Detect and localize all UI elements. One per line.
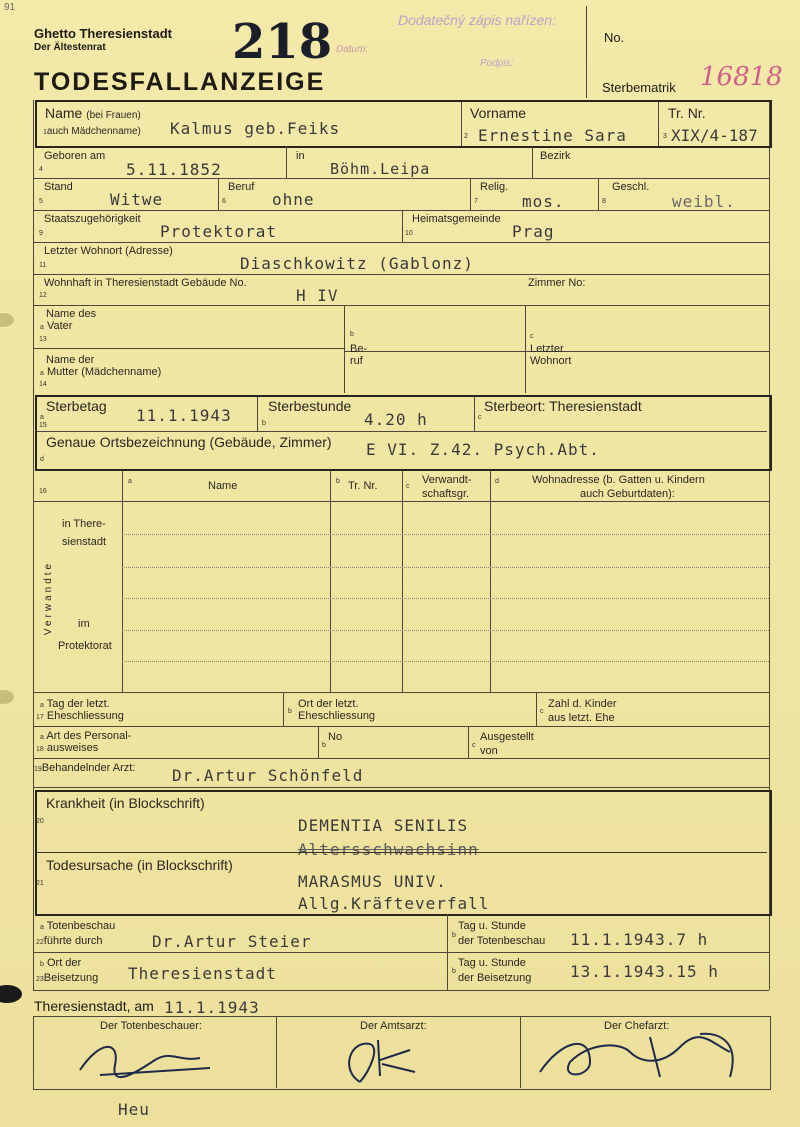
genaue-ort-value: E VI. Z.42. Psych.Abt.: [366, 440, 600, 459]
name-value: Kalmus geb.Feiks: [170, 119, 341, 138]
relatives-in-there-2: sienstadt: [62, 536, 107, 548]
ausweis-label-1: a Art des Personal-: [40, 730, 132, 742]
totenbeschauer-label: Der Totenbeschauer:: [100, 1020, 202, 1032]
no-label: No.: [604, 30, 625, 45]
arzt-label: 19Behandelnder Arzt:: [34, 762, 136, 774]
relatives-verw-col-1: Verwandt-: [422, 474, 472, 486]
staat-value: Protektorat: [160, 222, 277, 241]
vorname-label: Vorname: [470, 105, 527, 121]
sterbetag-value: 11.1.1943: [136, 406, 232, 425]
totenbeschau-value: Dr.Artur Steier: [152, 932, 312, 951]
relatives-wohn-col-2: auch Geburtdaten):: [580, 488, 675, 500]
corner-mark: 91: [4, 2, 16, 13]
kinder-label-2: aus letzt. Ehe: [548, 712, 615, 724]
geboren-in-label: in: [296, 150, 305, 162]
beruf-value: ohne: [272, 190, 315, 209]
beisetzung-ort-label-1: b Ort der: [40, 957, 82, 969]
name-label: Name (bei Frauen): [45, 105, 141, 121]
wohnort-label: Letzter Wohnort (Adresse): [44, 245, 173, 257]
sterbestunde-label: Sterbestunde: [268, 398, 352, 414]
name-sublabel: 1auch Mädchenname): [43, 126, 141, 137]
totenbeschau-tag-label-1: Tag u. Stunde: [458, 920, 526, 932]
place-label: Theresienstadt, am: [34, 998, 154, 1014]
ehe-ort-label-1: Ort der letzt.: [298, 698, 359, 710]
ausgestellt-label-2: von: [480, 745, 498, 757]
ehe-tag-label-1: a Tag der letzt.: [40, 698, 110, 710]
mutter-label-a: Name der: [46, 354, 95, 366]
relig-value: mos.: [522, 192, 565, 211]
staat-label: Staatszugehörigkeit: [44, 213, 141, 225]
beruf-label: Beruf: [228, 181, 255, 193]
kinder-label-1: Zahl d. Kinder: [548, 698, 617, 710]
wohnhaft-value: H IV: [296, 286, 339, 305]
chefarzt-label: Der Chefarzt:: [604, 1020, 670, 1032]
chefarzt-signature: [530, 1022, 760, 1088]
heimat-label: Heimatsgemeinde: [412, 213, 501, 225]
ausweis-no-label: No: [328, 731, 343, 743]
page-title: TODESFALLANZEIGE: [34, 68, 326, 96]
geboren-value: 5.11.1852: [126, 160, 222, 179]
relatives-name-col: Name: [208, 480, 238, 492]
beisetzung-tag-label-1: Tag u. Stunde: [458, 957, 526, 969]
todesursache-value-2: Allg.Kräfteverfall: [298, 894, 490, 913]
org-line-1: Ghetto Theresienstadt: [34, 26, 172, 41]
trnr-label: Tr. Nr.: [668, 105, 706, 121]
vater-label-b: a Vater: [40, 320, 73, 332]
punch-hole: [0, 985, 22, 1003]
vorname-value: Ernestine Sara: [478, 126, 627, 145]
geschl-value: weibl.: [672, 192, 736, 211]
totenbeschau-tag-value: 11.1.1943.7 h: [570, 930, 709, 949]
totenbeschau-tag-label-2: der Totenbeschau: [458, 935, 546, 947]
zimmer-label: Zimmer No:: [528, 277, 586, 289]
beruf-parent-label-2: ruf: [350, 355, 363, 367]
amtsarzt-signature: [330, 1030, 450, 1090]
todesursache-value-1: MARASMUS UNIV.: [298, 872, 447, 891]
relatives-verw-col-2: schaftsgr.: [422, 488, 470, 500]
relatives-wohn-col-1: Wohnadresse (b. Gatten u. Kindern: [532, 474, 705, 486]
heimat-value: Prag: [512, 222, 555, 241]
bezirk-label: Bezirk: [540, 150, 571, 162]
sterbematrik-value: 16818: [700, 62, 783, 92]
place-date: 11.1.1943: [164, 998, 260, 1017]
wohnhaft-label: Wohnhaft in Theresienstadt Gebäude No.: [44, 277, 247, 289]
geboren-label: Geboren am: [44, 150, 106, 162]
row-name: [35, 100, 772, 148]
relig-label: Relig.: [480, 181, 509, 193]
beisetzung-ort-label-2: 23Beisetzung: [36, 972, 99, 984]
ausgestellt-label-1: Ausgestellt: [480, 731, 534, 743]
ehe-ort-label-2: Eheschliessung: [298, 710, 376, 722]
bottom-note: Heu: [118, 1100, 150, 1119]
org-line-2: Der Ältestenrat: [34, 42, 106, 53]
vater-label-a: Name des: [46, 308, 97, 320]
sterbeort-label: Sterbeort: Theresienstadt: [484, 398, 642, 414]
stamp-dodatecny: Dodatečný zápis nařízen:: [398, 12, 556, 28]
sterbetag-label: Sterbetag: [46, 398, 107, 414]
letzter-wohnort-label-1: Letzter: [530, 343, 564, 355]
stamp-datum: Datum:: [336, 44, 369, 55]
arzt-value: Dr.Artur Schönfeld: [172, 766, 364, 785]
krankheit-value-1: DEMENTIA SENILIS: [298, 816, 469, 835]
sterbestunde-value: 4.20 h: [364, 410, 428, 429]
stand-label: Stand: [44, 181, 73, 193]
totenbeschau-label-2: 22führte durch: [36, 935, 103, 947]
relatives-im: im: [78, 618, 90, 630]
trnr-value: XIX/4-187: [671, 126, 758, 145]
amtsarzt-label: Der Amtsarzt:: [360, 1020, 427, 1032]
totenbeschauer-signature: [60, 1030, 240, 1086]
totenbeschau-label-1: a Totenbeschau: [40, 920, 116, 932]
letzter-wohnort-label-2: Wohnort: [530, 355, 572, 367]
handwritten-number: 218: [232, 14, 333, 70]
beruf-parent-label-1: Be-: [350, 343, 368, 355]
ausweis-label-2: 18 ausweises: [36, 742, 99, 754]
death-notice-form: 91 Ghetto Theresienstadt Der Ältestenrat TODESFALLANZEIGE 218 Datum: Dodatečný zápis nařízen: Podpis: No. Sterbematrik 16818 Name (bei Frauen) 1auch Mädchenname) Kalmus geb.Feiks Vorname 2 Ernestine Sara Tr. Nr. 3 XIX/4-187 Geboren am 4 5.11.1852 in Böhm.Leipa Bezirk Stand 5 Witwe Beruf 6 ohne Relig. 7 mos. Geschl. 8 weibl. Staatszugehörigkeit 9 Protektorat Heimatsgemeinde 10 Prag Letzter Wohnort (Adresse) 11 Diaschkowitz (Gablonz) Wohnhaft in Theresienstadt Gebäude No. 12 H IV Zimmer No: Name des a Vater 13 b Be- ruf c Letzter Wohnort Name der a Mutter (Mädchenname) 14 a 15 Sterbetag 11.1.1943 b Sterbestunde 4.20 h c Sterbeort: Theresienstadt d Genaue Ortsbezeichnung (Gebäude, Zimmer) E VI. Z.42. Psych.Abt. 16 a Name b Tr. Nr. c Verwandt- schaftsgr. d Wohnadresse (b. Gatten u. Kindern auch Geburtdaten): in There- sienstadt im Protektorat Verwandte a Tag der letzt. 17 Eheschliessung b Ort der letzt. Eheschliessung c Zahl d. Kinder aus letzt. Ehe a Art des Personal- 18 ausweises b No c Ausgestellt von 19Behandelnder Arzt: Dr.Artur Schönfeld Krankheit (in Blockschrift) 20 DEMENTIA SENILIS Altersschwachsinn Todesursache (in Blockschrift) 21 MARASMUS UNIV. Allg.Kräfteverfall a Totenbeschau 22führte durch Dr.Artur Steier b Tag u. Stunde der Totenbeschau 11.1.1943.7 h b Ort der 23Beisetzung Theresienstadt b Tag u. Stunde der Beisetzung 13.1.1943.15 h Theresienstadt, am 11.1.1943 Der Totenbeschauer: Der Amtsarzt: Der Chefarzt: Heu: [0, 0, 800, 1127]
relatives-trnr-col: Tr. Nr.: [348, 480, 378, 492]
punch-hole: [0, 313, 14, 327]
relatives-verwandte: Verwandte: [43, 560, 55, 636]
krankheit-label: Krankheit (in Blockschrift): [46, 795, 205, 811]
relatives-in-there-1: in There-: [62, 518, 106, 530]
mutter-label-b: a Mutter (Mädchenname): [40, 366, 162, 378]
ehe-tag-label-2: 17 Eheschliessung: [36, 710, 124, 722]
sterbematrik-label: Sterbematrik: [602, 80, 676, 95]
punch-hole: [0, 690, 14, 704]
stand-value: Witwe: [110, 190, 164, 209]
todesursache-label: Todesursache (in Blockschrift): [46, 857, 233, 873]
relatives-protektorat: Protektorat: [58, 640, 112, 652]
beisetzung-tag-value: 13.1.1943.15 h: [570, 962, 719, 981]
wohnort-value: Diaschkowitz (Gablonz): [240, 254, 474, 273]
geschl-label: Geschl.: [612, 181, 650, 193]
stamp-podpis: Podpis:: [480, 58, 514, 69]
krankheit-value-2: Altersschwachsinn: [298, 840, 479, 859]
beisetzung-ort-value: Theresienstadt: [128, 964, 277, 983]
geboren-in-value: Böhm.Leipa: [330, 160, 431, 178]
beisetzung-tag-label-2: der Beisetzung: [458, 972, 532, 984]
genaue-ort-label: Genaue Ortsbezeichnung (Gebäude, Zimmer): [46, 434, 332, 450]
